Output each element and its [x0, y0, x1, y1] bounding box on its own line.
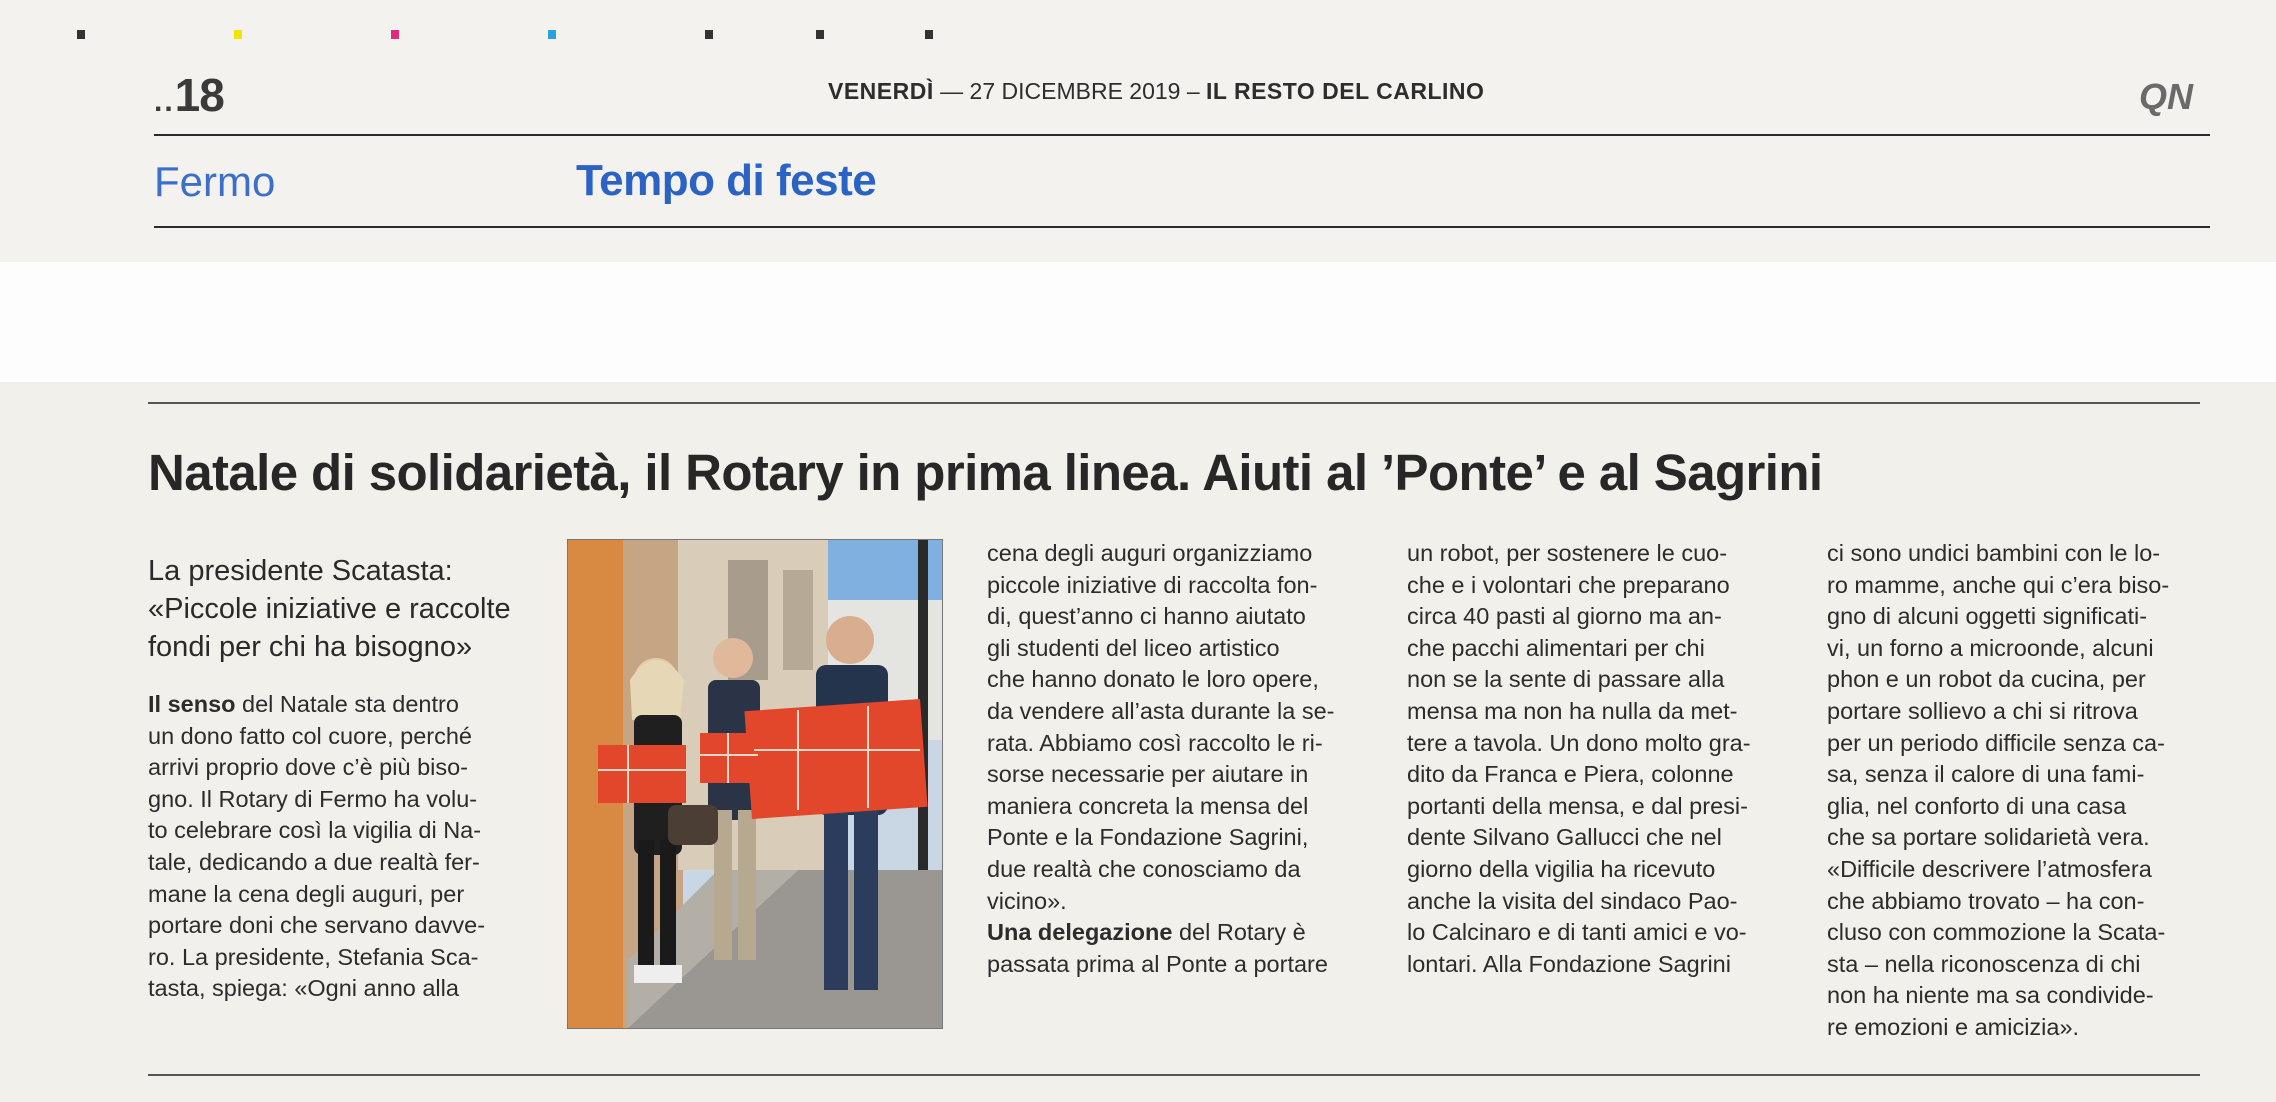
article-column-2: cena degli auguri organizziamo piccole iniziative di raccolta fon- di, quest’anno ci hanno aiutato gli studenti del liceo artistico che hanno donato le loro opere, da vendere all’asta durante la se- rata. Abbiamo così raccolto le ri- sorse necessarie per aiutare in maniera concreta la mensa del Ponte e la Fondazione Sagrini, due realtà che conosciamo da vicino». Una delegazione del Rotary è passata prima al Ponte a portare — [987, 540, 1335, 977]
article-photo — [567, 539, 943, 1029]
registration-mark-magenta — [391, 30, 399, 39]
dateline — [828, 78, 1484, 105]
newspaper-name: IL RESTO DEL CARLINO — [1206, 78, 1485, 104]
registration-mark — [705, 30, 713, 39]
lead-in: Una delegazione — [987, 919, 1173, 946]
section-rule — [154, 226, 2210, 228]
page-number: ..18 — [154, 69, 224, 121]
page-header-band — [0, 0, 2276, 262]
header-rule — [154, 134, 2210, 136]
article-bottom-rule — [148, 1074, 2200, 1076]
weekday: VENERDÌ — [828, 78, 934, 104]
registration-mark — [925, 30, 933, 39]
section-title: Tempo di feste — [576, 156, 877, 205]
svg-text:QN: QN — [2139, 76, 2193, 117]
article-column-1: Il senso del Natale sta dentro un dono fatto col cuore, perché arrivi proprio dove c’è più biso- gno. Il Rotary di Fermo ha volu- to celebrare così la vigilia di Na- tale, dedicando a due realtà fer- mane la cena degli auguri, per portare doni che servano davve- ro. La presidente, Stefania Sca- tasta, spiega: «Ogni anno alla — [148, 691, 486, 1002]
headline: Natale di solidarietà, il Rotary in prima linea. Aiuti al ’Ponte’ e al Sagrini — [148, 444, 1823, 501]
article-column-3: un robot, per sostenere le cuo- che e i volontari che preparano circa 40 pasti al giorno ma an- che pacchi alimentari per chi non se la sente di passare alla mensa ma non ha nulla da met- tere a tavola. Un dono molto gra- dito da Franca e Piera, colonne portanti della mensa, e dal presi- dente Silvano Gallucci che nel giorno della vigilia ha ricevuto anche la visita del sindaco Pao- lo Calcinaro e di tanti amici e vo- lontari. Alla Fondazione Sagrini — [1407, 540, 1751, 977]
article-top-rule — [148, 402, 2200, 404]
date: — 27 DICEMBRE 2019 – — [940, 78, 1200, 104]
qn-logo — [2122, 76, 2210, 118]
subhead: La presidente Scatasta: «Piccole iniziative e raccolte fondi per chi ha bisogno» — [148, 555, 511, 663]
registration-mark — [816, 30, 824, 39]
blank-gap — [0, 262, 2276, 382]
registration-mark-yellow — [234, 30, 242, 39]
section-name: Fermo — [154, 158, 276, 205]
article-column-4: ci sono undici bambini con le lo- ro mamme, anche qui c’era biso- gno di alcuni oggetti significati- vi, un forno a microonde, alcuni phon e un robot da cucina, per portare sollievo a chi si ritrova per un periodo difficile senza ca- sa, senza il calore di una fami- glia, nel conforto di una casa che sa portare solidarietà vera. «Difficile descrivere l’atmosfera che abbiamo trovato – ha con- cluso con commozione la Scata- sta – nella riconoscenza di chi non ha niente ma sa condivide- re emozioni e amicizia». — [1827, 540, 2170, 1040]
registration-mark-cyan — [548, 30, 556, 39]
lead-in: Il senso — [148, 691, 236, 717]
registration-mark — [77, 30, 85, 39]
